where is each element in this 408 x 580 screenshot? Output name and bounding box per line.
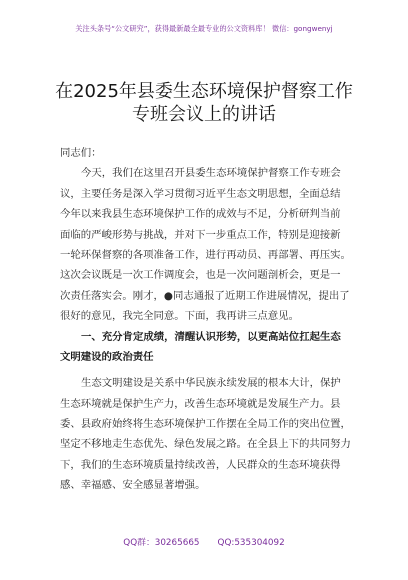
section-heading-line-1: 一、充分肯定成绩，清醒认识形势，以更高站位扛起生态 <box>81 330 341 343</box>
footer-contact-note <box>0 535 408 548</box>
paragraph-1-line-8: 很好的意见，我完全同意。下面，我再讲三点意见。 <box>60 310 299 323</box>
header-promo-note: 关注头条号“公文研究”，获得最新最全最专业的公文资料库！ 微信：gongwenyj <box>75 24 333 33</box>
paragraph-1-line-2: 议，主要任务是深入学习贯彻习近平生态文明思想，全面总结 <box>60 187 341 200</box>
section-heading-line-2: 文明建设的政治责任 <box>60 350 154 363</box>
paragraph-1-line-5: 一轮环保督察的各项准备工作，进行再动员、再部署、再压实。 <box>60 248 351 261</box>
salutation: 同志们： <box>60 147 102 159</box>
paragraph-2-line-2: 生态环境就是保护生产力，改善生态环境就是发展生产力。县 <box>60 397 341 410</box>
paragraph-2-line-6: 感、幸福感、安全感显著增强。 <box>60 479 206 492</box>
paragraph-1-line-3: 今年以来我县生态环境保护工作的成效与不足，分析研判当前 <box>60 208 341 221</box>
document-body <box>60 143 352 496</box>
qq-number-label: QQ:535304092 <box>217 538 285 548</box>
title-line-2: 专班会议上的讲话 <box>132 104 276 125</box>
paragraph-2-line-1: 生态文明建设是关系中华民族永续发展的根本大计，保护 <box>81 377 341 390</box>
paragraph-2-line-3: 委、县政府始终将生态环境保护工作摆在全局工作的突出位置， <box>60 418 351 431</box>
paragraph-2-line-4: 坚定不移地走生态优先、绿色发展之路。在全县上下的共同努力 <box>60 438 351 451</box>
paragraph-1-line-1: 今天，我们在这里召开县委生态环境保护督察工作专班会 <box>81 167 341 180</box>
document-title <box>0 80 408 126</box>
title-line-1: 在2025年县委生态环境保护督察工作 <box>55 81 353 102</box>
paragraph-2-line-5: 下，我们的生态环境质量持续改善，人民群众的生态环境获得 <box>60 458 341 471</box>
paragraph-1-line-4: 面临的严峻形势与挑战，并对下一步重点工作，特别是迎接新 <box>60 228 341 241</box>
paragraph-1-line-7: 次责任落实会。刚才，●同志通报了近期工作进展情况，提出了 <box>60 289 350 302</box>
qq-group-label: QQ群：30265665 <box>123 538 200 548</box>
paragraph-1-line-6: 这次会议既是一次工作调度会，也是一次问题剖析会，更是一 <box>60 269 341 282</box>
